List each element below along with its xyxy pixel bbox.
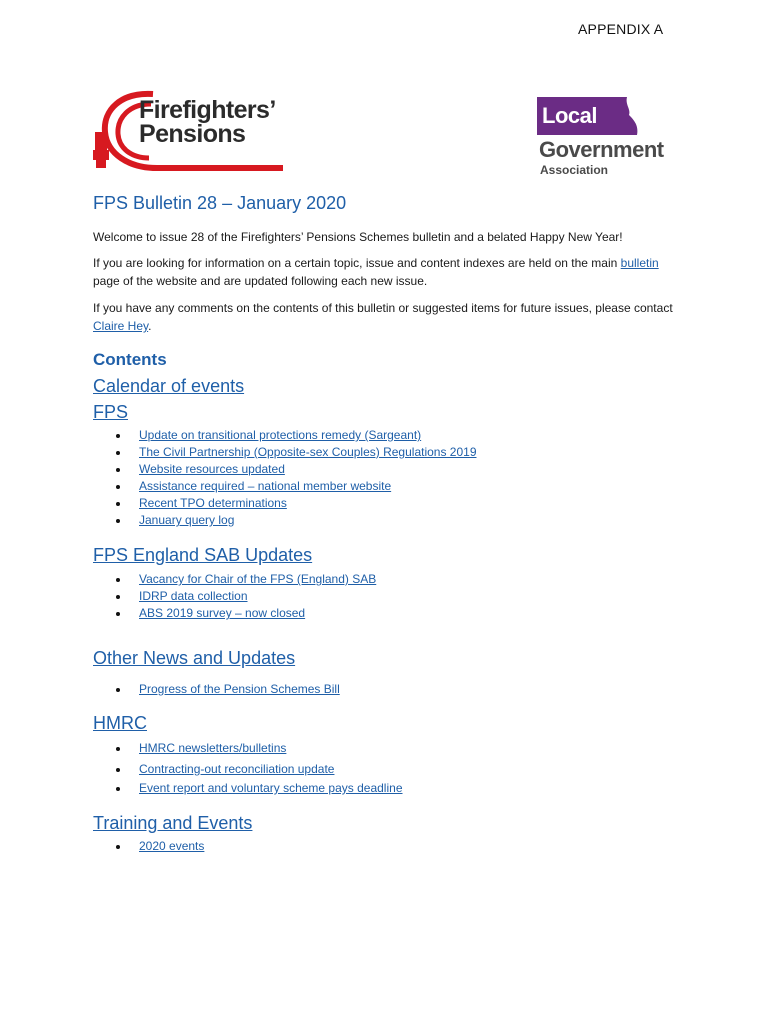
toc-link[interactable]: Website resources updated [139,462,285,476]
toc-link[interactable]: Assistance required – national member website [139,479,392,493]
list-item [93,588,376,605]
comments-paragraph [93,299,683,335]
list-item [93,838,204,855]
fps-list [93,427,477,529]
bullet-icon [116,595,120,599]
comments-text-before: If you have any comments on the contents of this bulletin or suggested items for future issues, please contact [93,301,673,315]
list-item [93,427,477,444]
toc-link[interactable]: HMRC newsletters/bulletins [139,741,287,755]
bullet-icon [116,468,120,472]
bullet-icon [116,688,120,692]
list-item [93,478,477,495]
bullet-icon [116,768,120,772]
calendar-of-events-link[interactable]: Calendar of events [93,376,245,396]
list-item [93,461,477,478]
toc-link[interactable]: Progress of the Pension Schemes Bill [139,682,340,696]
training-events-link[interactable]: Training and Events [93,813,253,833]
bullet-icon [116,787,120,791]
info-text-before: If you are looking for information on a certain topic, issue and content indexes are held on the main [93,256,618,270]
sab-list [93,571,376,622]
list-item [93,444,477,461]
firefighters-pensions-logo [93,88,293,172]
list-item [93,761,403,780]
bullet-icon [116,612,120,616]
bullet-icon [116,578,120,582]
list-item [93,681,340,698]
ffp-logo-line2: Pensions [139,120,246,148]
list-item [93,512,477,529]
bullet-icon [116,519,120,523]
info-text-after: page of the website and are updated following each new issue. [93,274,428,288]
toc-link[interactable]: Event report and voluntary scheme pays deadline [139,781,403,795]
bullet-icon [116,502,120,506]
toc-link[interactable]: IDRP data collection [139,589,248,603]
list-item [93,605,376,622]
toc-link[interactable]: Vacancy for Chair of the FPS (England) SAB [139,572,377,586]
list-item [93,495,477,512]
other-list [93,681,340,698]
other-news-link[interactable]: Other News and Updates [93,648,296,668]
toc-link[interactable]: Recent TPO determinations [139,496,287,510]
hmrc-link[interactable]: HMRC [93,713,147,733]
toc-link[interactable]: ABS 2019 survey – now closed [139,606,306,620]
lga-logo-local: Local [542,103,597,128]
appendix-label: APPENDIX A [578,21,664,37]
welcome-paragraph: Welcome to issue 28 of the Firefighters’ Pensions Schemes bulletin and a belated Happy New Year! [93,230,623,244]
ffp-logo-line1: Firefighters’ [139,96,276,124]
bullet-icon [116,845,120,849]
list-item [93,780,403,797]
bullet-icon [116,451,120,455]
hmrc-list [93,740,403,797]
contents-heading: Contents [93,350,167,369]
list-item [93,571,376,588]
toc-link[interactable]: Update on transitional protections remedy (Sargeant) [139,428,422,442]
toc-link[interactable]: January query log [139,513,235,527]
claire-hey-link[interactable]: Claire Hey [93,319,149,333]
comments-text-after: . [148,319,152,333]
fps-england-sab-link[interactable]: FPS England SAB Updates [93,545,313,565]
info-paragraph [93,254,683,290]
training-list [93,838,204,855]
toc-link[interactable]: 2020 events [139,839,205,853]
bulletin-title: FPS Bulletin 28 – January 2020 [93,193,347,213]
toc-link[interactable]: The Civil Partnership (Opposite-sex Couples) Regulations 2019 [139,445,477,459]
bulletin-link[interactable]: bulletin [620,256,659,270]
bullet-icon [116,485,120,489]
list-item [93,740,403,761]
bullet-icon [116,747,120,751]
lga-logo-association: Association [540,163,609,177]
lga-profile-icon [613,97,643,135]
fps-section-link[interactable]: FPS [93,402,129,422]
lga-logo [537,97,677,181]
lga-logo-government: Government [539,137,664,162]
bullet-icon [116,434,120,438]
toc-link[interactable]: Contracting-out reconciliation update [139,762,335,776]
